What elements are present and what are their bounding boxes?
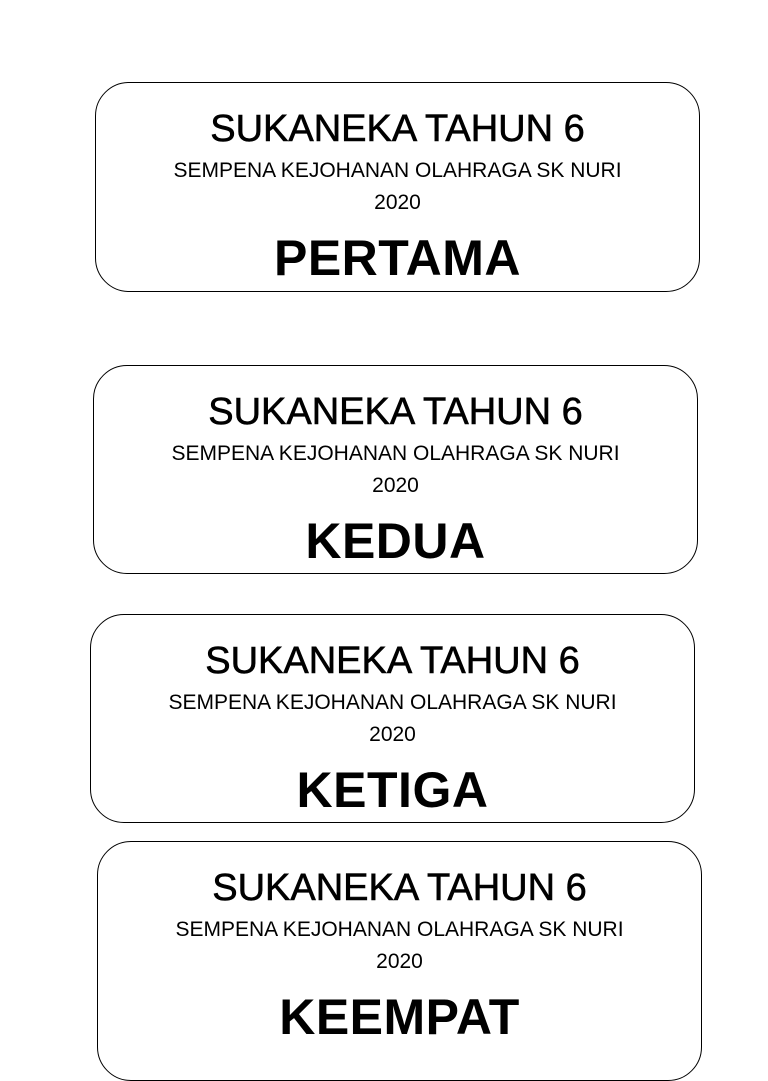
label-card-second: [93, 365, 698, 574]
card-position: PERTAMA: [273, 230, 521, 286]
label-card-third: [90, 614, 695, 823]
card-position: KETIGA: [296, 762, 489, 818]
card-title: SUKANEKA TAHUN 6: [210, 108, 585, 150]
card-title: SUKANEKA TAHUN 6: [208, 391, 583, 433]
card-position: KEEMPAT: [279, 989, 520, 1045]
card-subtitle: SEMPENA KEJOHANAN OLAHRAGA SK NURI: [168, 691, 617, 714]
card-year: 2020: [372, 474, 419, 497]
label-card-first: [95, 82, 700, 292]
card-title: SUKANEKA TAHUN 6: [205, 640, 580, 682]
card-subtitle: SEMPENA KEJOHANAN OLAHRAGA SK NURI: [173, 159, 622, 182]
card-title: SUKANEKA TAHUN 6: [212, 867, 587, 909]
card-subtitle: SEMPENA KEJOHANAN OLAHRAGA SK NURI: [175, 918, 624, 941]
card-year: 2020: [376, 950, 423, 973]
card-year: 2020: [374, 191, 421, 214]
label-card-fourth: [97, 841, 702, 1081]
card-subtitle: SEMPENA KEJOHANAN OLAHRAGA SK NURI: [171, 442, 620, 465]
card-position: KEDUA: [305, 513, 486, 569]
card-year: 2020: [369, 723, 416, 746]
